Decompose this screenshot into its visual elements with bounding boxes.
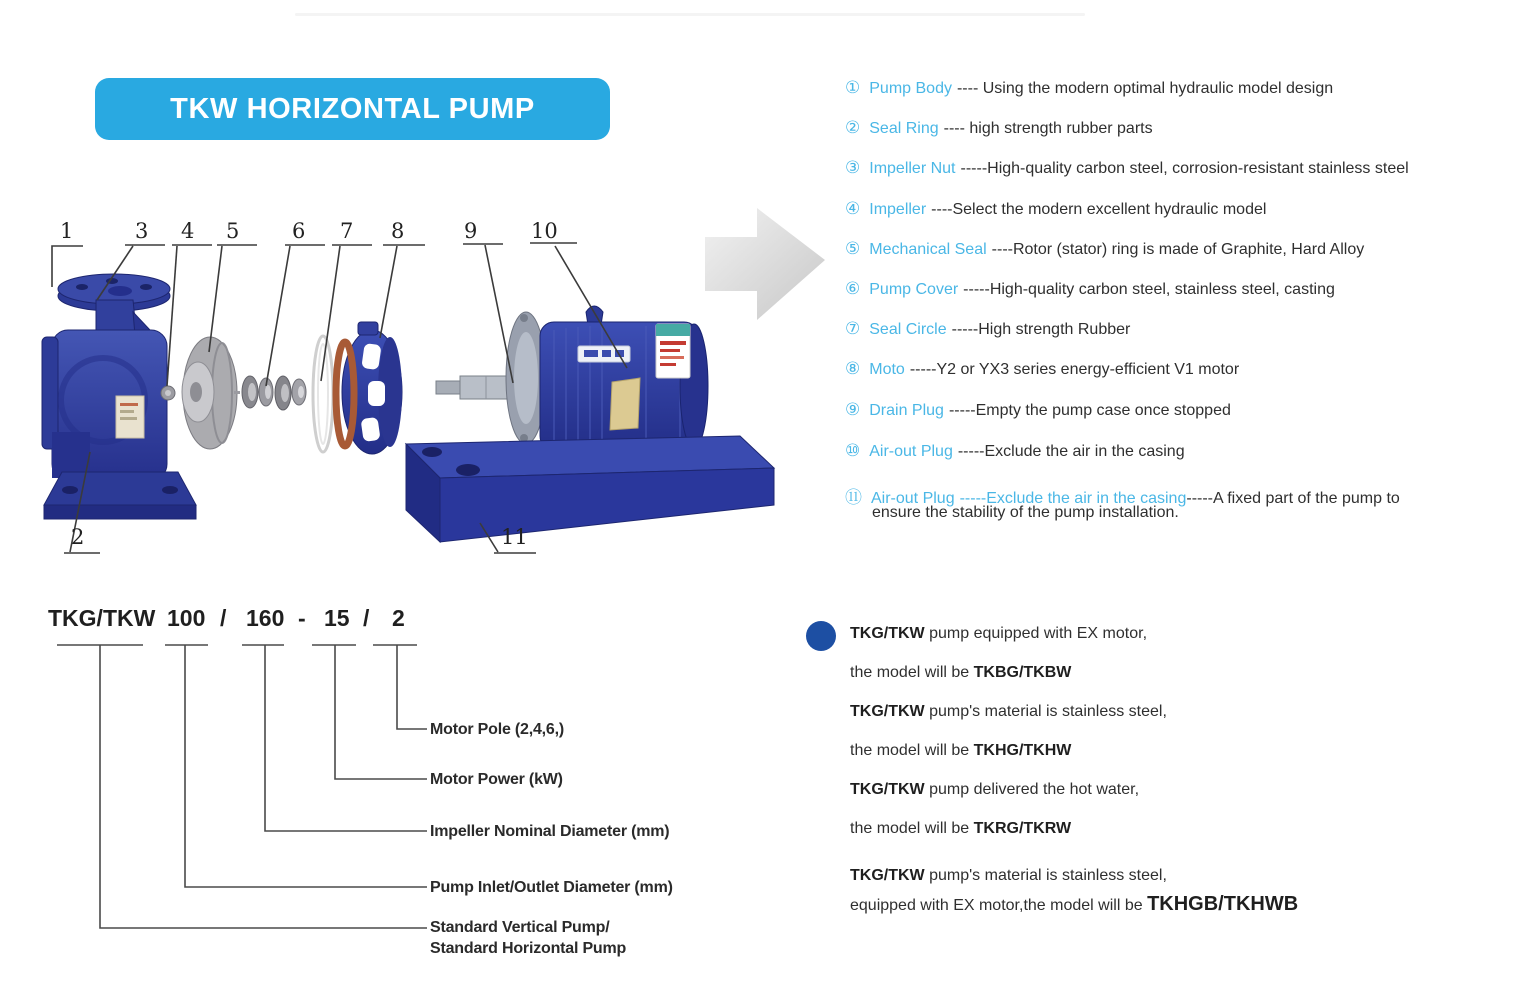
- callout-7: 7: [340, 219, 354, 243]
- model-code-pole: 2: [392, 605, 405, 631]
- impeller-nut-illustration: [161, 386, 175, 400]
- part-desc-line2: ensure the stability of the pump installation.: [872, 504, 1179, 521]
- note-line: [850, 893, 1298, 916]
- note-text: pump's material is stainless steel,: [924, 867, 1167, 884]
- note-text: pump delivered the hot water,: [924, 781, 1140, 798]
- model-connector-lines: [57, 645, 427, 928]
- circled-number-icon: ⑧: [845, 359, 861, 378]
- note-line: [850, 820, 1071, 838]
- label-motor-pole: Motor Pole (2,4,6,): [430, 721, 564, 738]
- callout-1: 1: [60, 219, 74, 243]
- part-name: Air-out Plug: [871, 490, 955, 507]
- parts-list-item: [845, 279, 1335, 299]
- parts-list-item: [845, 239, 1364, 259]
- circled-number-icon: ②: [845, 118, 861, 137]
- part-desc: ----Select the modern excellent hydraulic model: [931, 201, 1267, 218]
- part-name: Mechanical Seal: [869, 241, 987, 258]
- label-inlet-outlet-diameter: Pump Inlet/Outlet Diameter (mm): [430, 879, 673, 896]
- label-impeller-diameter: Impeller Nominal Diameter (mm): [430, 823, 670, 840]
- model-code-series: TKG/TKW: [48, 605, 156, 631]
- part-name: Seal Ring: [869, 120, 939, 137]
- part-desc: ---- high strength rubber parts: [943, 120, 1153, 137]
- model-code-power: 15: [324, 605, 350, 631]
- parts-list-item: [845, 400, 1231, 420]
- callout-10: 10: [531, 219, 558, 243]
- seal-parts-illustration: [234, 376, 306, 410]
- motor-illustration: [506, 306, 708, 458]
- base-plate-illustration: [406, 436, 774, 542]
- model-code-slash: /: [220, 605, 227, 631]
- circled-number-icon: ⑤: [845, 239, 861, 258]
- parts-list-item: [845, 158, 1409, 178]
- note-model-code: TKRG/TKRW: [973, 820, 1072, 837]
- note-line: [850, 867, 1167, 885]
- part-desc: -----High-quality carbon steel, corrosion-resistant stainless steel: [960, 160, 1409, 177]
- part-desc: -----A fixed part of the pump to: [1186, 490, 1400, 507]
- part-name: Moto: [869, 361, 905, 378]
- part-desc: -----Y2 or YX3 series energy-efficient V1 motor: [909, 361, 1240, 378]
- part-name: Drain Plug: [869, 402, 944, 419]
- parts-list-item-continued: [872, 504, 1179, 522]
- page-title: TKW HORIZONTAL PUMP: [170, 92, 535, 125]
- part-desc: ----Rotor (stator) ring is made of Graphite, Hard Alloy: [991, 241, 1365, 258]
- model-code-impeller: 160: [246, 605, 285, 631]
- part-desc: -----Empty the pump case once stopped: [948, 402, 1231, 419]
- label-standard-pump-line2: Standard Horizontal Pump: [430, 940, 627, 957]
- part-desc: -----High strength Rubber: [951, 321, 1131, 338]
- circled-number-icon: ①: [845, 78, 861, 97]
- note-text: the model will be: [850, 664, 974, 681]
- parts-list-item: [845, 441, 1185, 461]
- pump-cover-illustration: [336, 322, 402, 454]
- note-model-code: TKHG/TKHW: [973, 742, 1072, 759]
- title-banner: [95, 78, 610, 140]
- callout-6: 6: [292, 219, 306, 243]
- parts-list-item: [845, 78, 1333, 98]
- part-name: Pump Body: [869, 80, 952, 97]
- note-text: the model will be: [850, 742, 974, 759]
- part-desc: -----Exclude the air in the casing: [957, 443, 1185, 460]
- note-line: [850, 625, 1147, 643]
- callout-8: 8: [391, 219, 405, 243]
- circled-number-icon: ⑩: [845, 441, 861, 460]
- right-arrow-icon: [705, 208, 825, 320]
- note-text: pump equipped with EX motor,: [924, 625, 1148, 642]
- circled-number-icon: ⑨: [845, 400, 861, 419]
- label-standard-pump-line1: Standard Vertical Pump/: [430, 919, 610, 936]
- part-desc: -----High-quality carbon steel, stainless steel, casting: [963, 281, 1335, 298]
- note-model-code: TKHGB/TKHWB: [1147, 893, 1299, 915]
- note-text: the model will be: [850, 820, 974, 837]
- note-text: equipped with EX motor,the model will be: [850, 897, 1148, 914]
- top-divider: [295, 13, 1085, 16]
- callout-5: 5: [226, 219, 240, 243]
- part-name: Seal Circle: [869, 321, 947, 338]
- parts-list-item: [845, 319, 1130, 339]
- model-code-dash: -: [298, 605, 306, 631]
- circled-number-icon: ③: [845, 158, 861, 177]
- part-name: Impeller: [869, 201, 927, 218]
- note-text: pump's material is stainless steel,: [924, 703, 1167, 720]
- bullet-icon: [806, 621, 836, 651]
- part-desc: ---- Using the modern optimal hydraulic model design: [956, 80, 1334, 97]
- model-code-slash2: /: [363, 605, 370, 631]
- callout-3: 3: [135, 219, 149, 243]
- note-line: [850, 703, 1167, 721]
- callout-9: 9: [464, 219, 478, 243]
- parts-list-item: [845, 359, 1239, 379]
- circled-number-icon: ⑦: [845, 319, 861, 338]
- parts-list-item: [845, 199, 1266, 219]
- note-line: [850, 742, 1071, 760]
- parts-list-item: [845, 118, 1153, 138]
- note-model-code: TKG/TKW: [850, 703, 925, 720]
- note-line: [850, 781, 1139, 799]
- circled-number-icon: ⑪: [845, 488, 862, 507]
- model-code-inlet: 100: [167, 605, 206, 631]
- label-standard-pump: [430, 917, 626, 959]
- callout-2: 2: [71, 525, 85, 549]
- impeller-illustration: [182, 337, 237, 449]
- note-model-code: TKG/TKW: [850, 867, 925, 884]
- part-name: Impeller Nut: [869, 160, 956, 177]
- note-model-code: TKG/TKW: [850, 625, 925, 642]
- circled-number-icon: ④: [845, 199, 861, 218]
- seal-circle-illustration: [313, 336, 333, 452]
- shaft-illustration: [436, 376, 512, 399]
- circled-number-icon: ⑥: [845, 279, 861, 298]
- callout-4: 4: [181, 219, 195, 243]
- part-name: Pump Cover: [869, 281, 959, 298]
- label-motor-power: Motor Power (kW): [430, 771, 563, 788]
- note-line: [850, 664, 1071, 682]
- part-desc-highlight: -----Exclude the air in the casing: [959, 490, 1187, 507]
- note-model-code: TKG/TKW: [850, 781, 925, 798]
- part-name: Air-out Plug: [869, 443, 953, 460]
- callout-11: 11: [501, 525, 528, 549]
- note-model-code: TKBG/TKBW: [973, 664, 1072, 681]
